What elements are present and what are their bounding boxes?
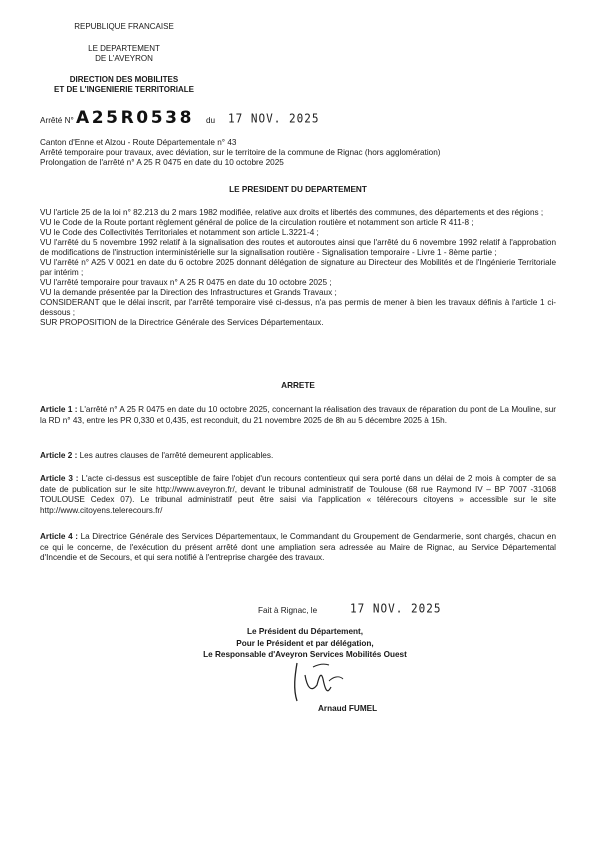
vu-item: VU l'article 25 de la loi n° 82.213 du 2 mars 1982 modifiée, relative aux droits et libertés des communes, des départements et des régions ; xyxy=(40,208,544,217)
arrete-title: ARRETE xyxy=(281,381,315,390)
article-3 xyxy=(40,474,556,516)
arrete-label: Arrêté N° xyxy=(40,116,74,125)
intro-block xyxy=(40,138,560,168)
article-1 xyxy=(40,405,556,426)
intro-line-1: Canton d'Enne et Alzou - Route Départementale n° 43 xyxy=(40,138,237,147)
vu-item: VU le Code des Collectivités Territoriales et notamment son article L.3221-4 ; xyxy=(40,228,319,237)
vu-block xyxy=(40,208,556,328)
vu-item: VU l'arrêté temporaire pour travaux n° A 25 R 0475 en date du 10 octobre 2025 ; xyxy=(40,278,332,287)
fait-line xyxy=(258,600,458,618)
direction-line2: ET DE L'INGENIERIE TERRITORIALE xyxy=(54,85,194,94)
arrete-du-label: du xyxy=(206,116,216,125)
article-label: Article 4 : xyxy=(40,532,78,541)
intro-line-3: Prolongation de l'arrêté n° A 25 R 0475 en date du 10 octobre 2025 xyxy=(40,158,284,167)
vu-item: VU la demande présentée par la Direction des Infrastructures et Grands Travaux ; xyxy=(40,288,337,297)
article-2 xyxy=(40,451,556,462)
president-title: LE PRESIDENT DU DEPARTEMENT xyxy=(229,185,367,194)
direction-line1: DIRECTION DES MOBILITES xyxy=(69,75,179,84)
vu-item: VU l'arrêté n° A25 V 0021 en date du 6 octobre 2025 donnant délégation de signature au Directeur des Mobilités et de l'Ingénierie Territoriale par intérim ; xyxy=(40,258,556,277)
article-text: Les autres clauses de l'arrêté demeurent applicables. xyxy=(79,451,274,460)
departement-line2: DE L'AVEYRON xyxy=(95,54,153,63)
fait-label: Fait à Rignac, le xyxy=(258,606,318,615)
article-4 xyxy=(40,532,556,564)
arrete-date-stamp: 17 NOV. 2025 xyxy=(228,111,320,126)
vu-item: CONSIDERANT que le délai inscrit, par l'arrêté temporaire visé ci-dessus, n'a pas permis de mener à bien les travaux définis à l'article 1 ci-dessous ; xyxy=(40,298,556,317)
vu-item: SUR PROPOSITION de la Directrice Générale des Services Départementaux. xyxy=(40,318,324,327)
republique-heading: REPUBLIQUE FRANCAISE xyxy=(74,22,174,31)
article-text: La Directrice Générale des Services Départementaux, le Commandant du Groupement de Gendarmerie, sont chargés, chacun en ce qui le concerne, de l'exécution du présent arrêté dont une ampliation sera adressée au Maire de Rignac, au Service Départemental d'Incendie et de Secours, et qui sera notifié à l'entreprise chargée des travaux. xyxy=(40,532,557,563)
arrete-number-line xyxy=(40,106,340,130)
handwritten-signature xyxy=(283,645,353,705)
departement-line1: LE DEPARTEMENT xyxy=(88,44,160,53)
fait-date-stamp: 17 NOV. 2025 xyxy=(350,601,442,616)
vu-item: VU le Code de la Route portant règlement général de police de la circulation routière et notamment son article R 411-8 ; xyxy=(40,218,474,227)
signature-line-1: Le Président du Département, xyxy=(246,627,364,636)
intro-line-2: Arrêté temporaire pour travaux, avec déviation, sur le territoire de la commune de Rignac (hors agglomération) xyxy=(40,148,441,157)
article-text: L'arrêté n° A 25 R 0475 en date du 10 octobre 2025, concernant la réalisation des travaux de réparation du pont de La Mouline, sur la RD n° 43, entre les PR 0,330 et 0,435, est reconduit, du 21 novembre 2025 de 8h au 5 décembre 2025 à 15h. xyxy=(40,405,556,425)
signatory-name: Arnaud FUMEL xyxy=(318,704,378,713)
signature-line-2: Pour le Président et par délégation, xyxy=(236,638,374,648)
article-label: Article 3 : xyxy=(40,474,79,483)
vu-item: VU l'arrêté du 5 novembre 1992 relatif à la signalisation des routes et autoroutes ainsi que l'arrêté du 6 novembre 1992 relatif à l'approbation de modifications de l'instruction interministérielle sur la signalisation routière - Signalisation temporaire - Livre 1 - 8ème partie ; xyxy=(40,238,556,257)
article-label: Article 2 : xyxy=(40,451,78,460)
article-label: Article 1 : xyxy=(40,405,78,414)
article-text: L'acte ci-dessus est susceptible de faire l'objet d'un recours contentieux qui sera porté dans un délai de 2 mois à compter de sa date de publication sur le site http://www.aveyron.fr/, devant le tribunal administratif de Toulouse (68 rue Raymond IV – BP 7007 -31068 TOULOUSE Cedex 07). Le tribunal administratif peut être saisi via l'application « télérecours citoyens » accessible sur le site http://www.citoyens.telerecours.fr/ xyxy=(40,474,556,515)
signature-line-3: Le Responsable d'Aveyron Services Mobilités Ouest xyxy=(203,650,407,659)
arrete-number: A25R0538 xyxy=(76,108,195,128)
